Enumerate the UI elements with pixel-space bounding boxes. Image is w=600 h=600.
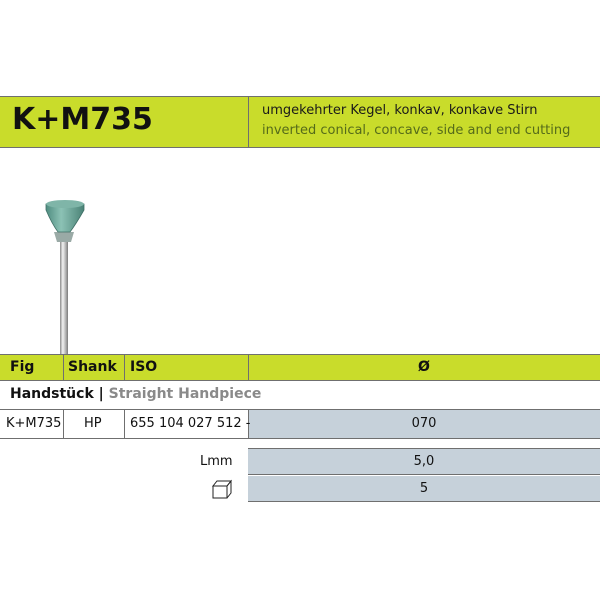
col-divider	[124, 354, 125, 380]
section-label	[10, 386, 261, 402]
section-separator: |	[93, 386, 109, 402]
row-iso: 655 104 027 512 -	[130, 416, 251, 431]
section-label-english: Straight Handpiece	[108, 386, 262, 402]
lmm-top-rule	[248, 448, 600, 449]
header-divider	[248, 96, 249, 148]
row-diameter: 070	[411, 416, 437, 431]
lmm-value: 5,0	[413, 454, 435, 469]
description-german: umgekehrter Kegel, konkav, konkave Stirn	[262, 103, 538, 118]
description-english: inverted conical, concave, side and end cutting	[262, 123, 571, 138]
package-bottom-rule	[248, 501, 600, 502]
row-shank: HP	[84, 416, 102, 431]
col-divider	[124, 410, 125, 438]
header-top-rule	[0, 96, 600, 97]
header-diameter: Ø	[418, 359, 430, 375]
header-iso: ISO	[130, 359, 158, 375]
product-code-title: K+M735	[12, 102, 153, 137]
col-divider	[63, 410, 64, 438]
col-divider	[63, 354, 64, 380]
table-header-bottom-rule	[0, 380, 600, 381]
row-fig: K+M735	[6, 416, 62, 431]
header-bottom-rule	[0, 147, 600, 148]
lmm-bottom-rule	[248, 474, 600, 475]
lmm-label: Lmm	[200, 454, 233, 469]
package-value: 5	[419, 481, 429, 496]
box-icon	[210, 478, 234, 500]
section-label-german: Handstück	[10, 386, 94, 402]
instrument-neck	[54, 232, 74, 242]
instrument-head-top	[46, 200, 84, 208]
row-bottom-rule	[0, 438, 600, 439]
header-fig: Fig	[10, 359, 35, 375]
header-shank: Shank	[68, 359, 117, 375]
instrument-illustration	[40, 190, 120, 360]
instrument-shank	[60, 240, 68, 360]
